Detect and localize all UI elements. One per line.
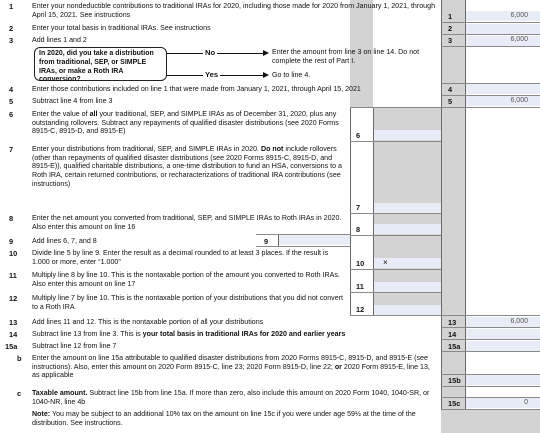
line-number-12: 12 — [9, 294, 18, 303]
amount-field-9[interactable] — [278, 235, 350, 245]
yes-option-label[interactable]: Yes — [205, 70, 219, 79]
amount-field-3[interactable] — [465, 36, 540, 46]
amount-field-2[interactable] — [465, 24, 540, 34]
rule-h-15a — [441, 351, 540, 352]
amount-field-13[interactable] — [465, 317, 540, 327]
amount-field-12[interactable] — [373, 305, 441, 315]
line-10-multiplier-symbol: × — [383, 258, 388, 267]
line-3-amount[interactable]: 6,000 — [510, 36, 528, 43]
yes-arrow-head — [263, 72, 269, 78]
line-1-text: Enter your nondeductible contributions to traditional IRAs for 2020, including those made for 2020 from January 1, 2021, through April 15, 2021. See instructions — [32, 2, 436, 19]
line-label-12: 12 — [356, 305, 365, 314]
distribution-question-text: In 2020, did you take a distribution from traditional, SEP, or SIMPLE IRAs, or make a Roth IRA conversion? — [39, 50, 154, 84]
line-11-text: Multiply line 8 by line 10. This is the nontaxable portion of the amount you converted to Roth IRAs. Also enter this amount on line 17 — [32, 271, 340, 288]
line-number-2: 2 — [9, 24, 14, 33]
line-10-text: Divide line 5 by line 9. Enter the result as a decimal rounded to at least 3 places. If the result is 1.000 or more, enter “1.000” — [32, 249, 329, 266]
rule-h-12 — [350, 315, 540, 316]
line-label-13: 13 — [448, 318, 457, 327]
line-label-6: 6 — [356, 131, 361, 140]
amount-field-7[interactable] — [373, 203, 441, 213]
no-option-label[interactable]: No — [205, 48, 216, 57]
rule-h-5 — [350, 107, 540, 108]
yes-option-text: Go to line 4. — [272, 71, 311, 79]
line-15a-text: Subtract line 12 from line 7 — [32, 342, 117, 350]
rule-h-14 — [441, 339, 540, 340]
rule-h-4 — [441, 95, 540, 96]
line-label-9: 9 — [264, 237, 269, 246]
rule-h-15b — [441, 386, 540, 387]
line-9-text: Add lines 6, 7, and 8 — [32, 237, 97, 245]
line-label-1: 1 — [448, 12, 453, 21]
line-8-text: Enter the net amount you converted from traditional, SEP, and SIMPLE IRAs to Roth IRAs in 2020. Also enter this amount on line 16 — [32, 214, 342, 231]
amount-field-15c[interactable] — [465, 398, 540, 408]
line-number-5: 5 — [9, 97, 14, 106]
no-option-text: Enter the amount from line 3 on line 14. Do not complete the rest of Part I. — [272, 48, 420, 65]
line-number-7: 7 — [9, 145, 14, 154]
rule-h-4a — [441, 83, 540, 84]
line-15c-amount[interactable]: 0 — [524, 399, 528, 406]
line-label-7: 7 — [356, 203, 361, 212]
line-number-10: 10 — [9, 249, 18, 258]
rule-h-15c — [441, 409, 540, 410]
line-number-13: 13 — [9, 318, 18, 327]
rule-h-2 — [441, 34, 540, 35]
rule-h-11 — [350, 292, 441, 293]
rule-h-8 — [350, 235, 441, 236]
line-6-text: Enter the value of all your traditional, SEP, and SIMPLE IRAs as of December 31, 2020, plus any outstanding rollovers. Subtract any repayments of qualified disaster distributions (see 2020 Forms 8915-C, 8915-D, and 8915-E) — [32, 110, 339, 136]
line-number-15c: c — [17, 389, 22, 398]
line-7-text: Enter your distributions from traditional, SEP, and SIMPLE IRAs in 2020. Do not include rollovers (other than repayments of qualified disaster distributions (see 2020 Forms 8915-C, 8915-D, and 8915-E)), qualified charitable distributions, a one-time distribution to fund an HSA, conversions to a Roth IRA, certain returned contributions, or recharacterizations of traditional IRA contributions (see instructions) — [32, 145, 342, 188]
line-5-amount[interactable]: 6,000 — [510, 97, 528, 104]
line-label-4: 4 — [448, 85, 453, 94]
line-number-3: 3 — [9, 36, 14, 45]
rule-h-15c-top — [441, 397, 540, 398]
amount-field-14[interactable] — [465, 329, 540, 339]
line-label-11: 11 — [356, 282, 364, 291]
line-1-amount[interactable]: 6,000 — [510, 12, 528, 19]
line-number-9: 9 — [9, 237, 14, 246]
line-15b-text: Enter the amount on line 15a attributable to qualified disaster distributions from 2020 Forms 8915-C, 8915-D, and 8915-E (see instructions). Also, enter this amount on 2020 Form 8915-C, line 23; 2020 Form 8915-D, line 22; or 2020 Form 8915-E, line 13, as applicable — [32, 354, 430, 380]
line-number-14: 14 — [9, 330, 18, 339]
line-13-text: Add lines 11 and 12. This is the nontaxable portion of all your distributions — [32, 318, 264, 326]
amount-field-11[interactable] — [373, 282, 441, 292]
no-arrow-head — [263, 50, 269, 56]
rule-v-inner-label-col — [350, 107, 351, 315]
line-number-4: 4 — [9, 85, 14, 94]
distribution-question-box — [34, 47, 167, 84]
rule-h-13 — [441, 327, 540, 328]
amount-field-8[interactable] — [373, 224, 441, 234]
line-label-3: 3 — [448, 36, 453, 45]
line-number-15b: b — [17, 354, 22, 363]
rule-h-6 — [350, 141, 441, 142]
line-13-amount[interactable]: 6,000 — [510, 318, 528, 325]
line-12-text: Multiply line 7 by line 10. This is the nontaxable portion of your distributions that you did not convert to a Roth IRA — [32, 294, 343, 311]
line-number-6: 6 — [9, 110, 14, 119]
amount-field-5[interactable] — [465, 96, 540, 106]
line-5-text: Subtract line 4 from line 3 — [32, 97, 113, 105]
line-number-11: 11 — [9, 271, 17, 280]
rule-h-15b-top — [441, 374, 540, 375]
line-number-8: 8 — [9, 214, 14, 223]
shaded-block-bottom — [441, 410, 540, 433]
line-label-8: 8 — [356, 225, 361, 234]
shaded-column — [441, 0, 465, 433]
line-4-text: Enter those contributions included on line 1 that were made from January 1, 2021, through April 15, 2021 — [32, 85, 361, 93]
rule-v-line9-box — [278, 234, 279, 246]
rule-h-9-bottom — [256, 246, 350, 247]
amount-field-1[interactable] — [465, 11, 540, 21]
line-number-1: 1 — [9, 2, 14, 11]
amount-field-15a[interactable] — [465, 341, 540, 351]
line-label-15a: 15a — [448, 342, 461, 351]
amount-field-6[interactable] — [373, 130, 441, 140]
line-label-10: 10 — [356, 259, 365, 268]
rule-h-9-top — [256, 234, 350, 235]
rule-v-amount-label-col — [441, 0, 442, 410]
amount-field-4[interactable] — [465, 84, 540, 94]
note-text: Note: You may be subject to an additional 10% tax on the amount on line 15c if you were under age 59½ at the time of the distribution. See instructions. — [32, 410, 416, 427]
line-label-15c: 15c — [448, 399, 461, 408]
line-number-15a: 15a — [5, 342, 18, 351]
line-label-14: 14 — [448, 330, 457, 339]
line-label-5: 5 — [448, 97, 453, 106]
line-14-text: Subtract line 13 from line 3. This is your total basis in traditional IRAs for 2020 and earlier years — [32, 330, 346, 338]
rule-v-inner-amount-col — [373, 107, 374, 315]
line-3-text: Add lines 1 and 2 — [32, 36, 87, 44]
line-label-2: 2 — [448, 24, 453, 33]
rule-h-3 — [441, 46, 540, 47]
amount-field-15b[interactable] — [465, 375, 540, 385]
rule-h-7 — [350, 213, 441, 214]
line-label-15b: 15b — [448, 376, 461, 385]
rule-h-10 — [350, 269, 441, 270]
line-2-text: Enter your total basis in traditional IRAs. See instructions — [32, 24, 211, 32]
line-15c-text: Taxable amount. Subtract line 15b from line 15a. If more than zero, also include this amount on 2020 Form 1040, 1040-SR, or 1040-NR, line 4b — [32, 389, 430, 406]
rule-v-amount-col — [465, 0, 466, 410]
rule-h-1 — [441, 22, 540, 23]
